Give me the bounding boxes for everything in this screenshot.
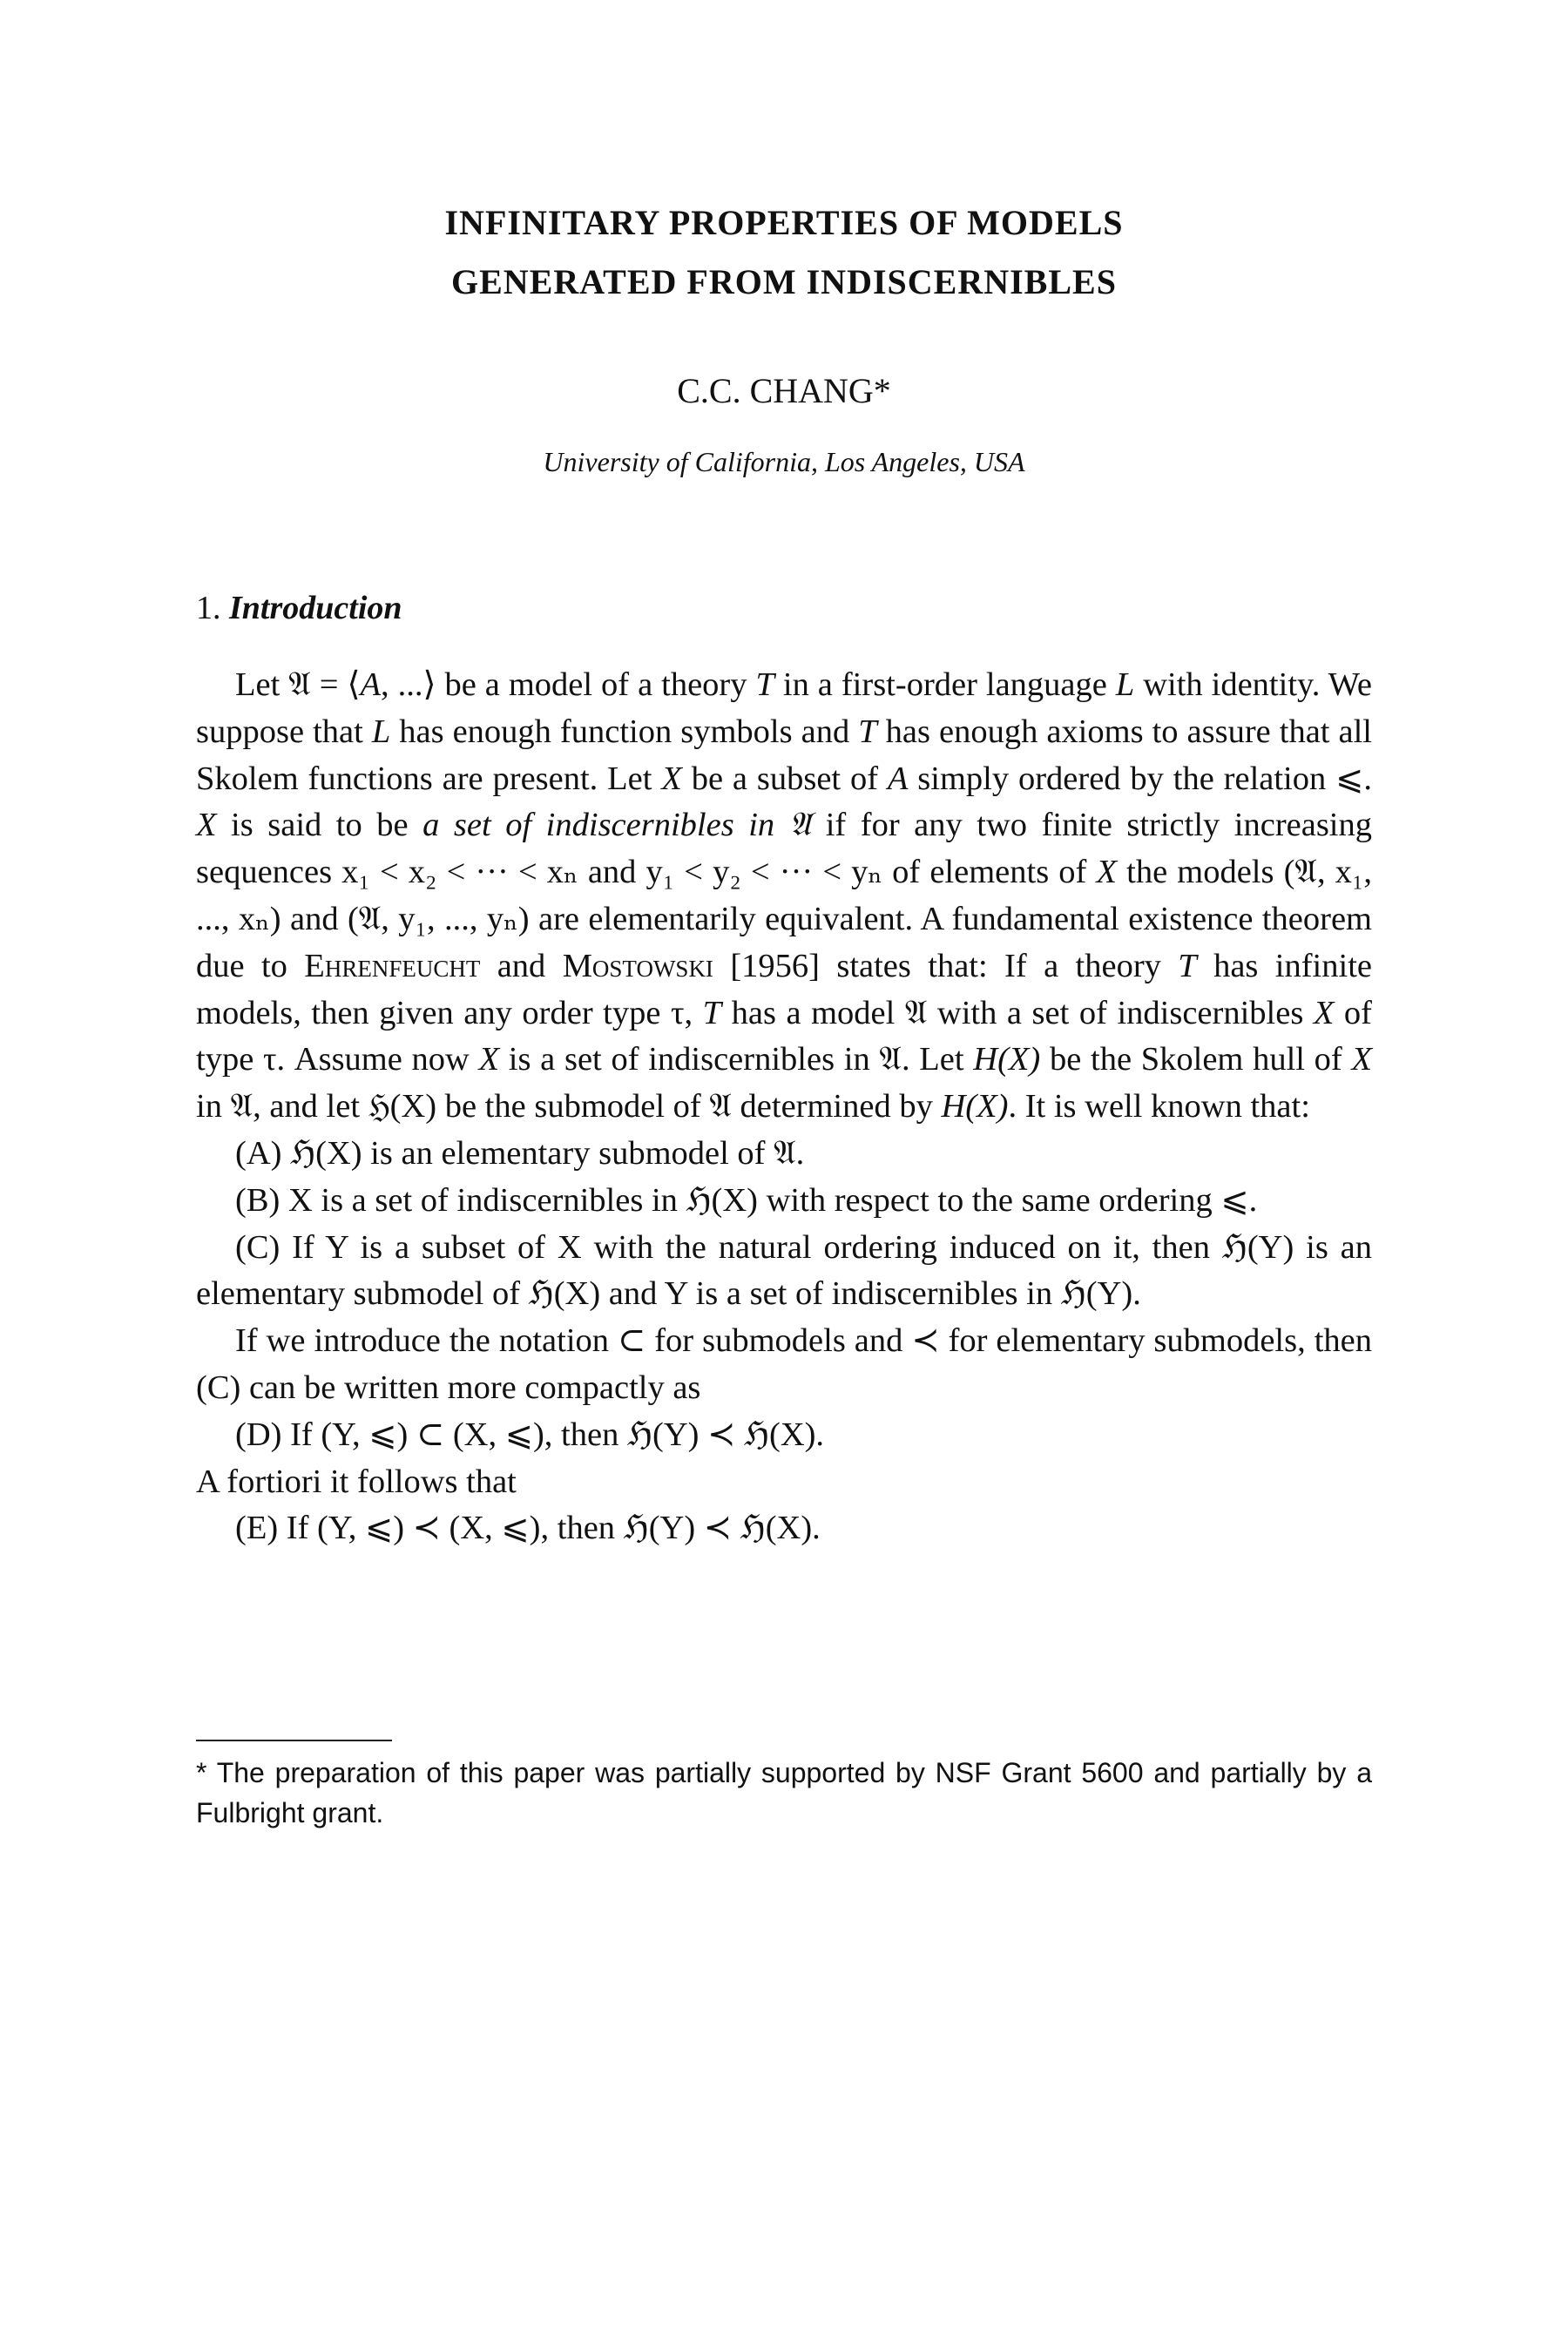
main-text	[196, 662, 1372, 1552]
author-name: C.C. CHANG*	[677, 371, 891, 410]
citation-mostowski: Mostowski	[562, 947, 713, 984]
intro-paragraph: Let 𝔄 = ⟨A, ...⟩ be a model of a theory T in a first-order language L with identity. We suppose that L has enough function symbols and T has enough axioms to assure that all Skolem functions are present. Let X be a subset of A simply ordered by the relation ⩽. X is said to be a set of indiscernibles in 𝔄 if for any two finite strictly increasing sequences x₁ < x₂ < ··· < xₙ and y₁ < y₂ < ··· < yₙ of elements of X the models (𝔄, x₁, ..., xₙ) and (𝔄, y₁, ..., yₙ) are elementarily equivalent. A fundamental existence theorem due to Ehrenfeucht and Mostowski [1956] states that: If a theory T has infinite models, then given any order type τ, T has a model 𝔄 with a set of indiscernibles X of type τ. Assume now X is a set of indiscernibles in 𝔄. Let H(X) be the Skolem hull of X in 𝔄, and let ℌ(X) be the submodel of 𝔄 determined by H(X). It is well known that:	[196, 666, 1373, 1125]
statement-b: (B) X is a set of indiscernibles in ℌ(X) with respect to the same ordering ⩽.	[235, 1181, 1258, 1219]
paper-title-line2: GENERATED FROM INDISCERNIBLES	[451, 262, 1117, 301]
paper-title-line1: INFINITARY PROPERTIES OF MODELS	[444, 203, 1124, 242]
statement-e: (E) If (Y, ⩽) ≺ (X, ⩽), then ℌ(Y) ≺ ℌ(X).	[235, 1510, 821, 1547]
notation-paragraph: If we introduce the notation ⊂ for submodels and ≺ for elementary submodels, then (C) can be written more compactly as	[196, 1322, 1372, 1406]
statement-d: (D) If (Y, ⩽) ⊂ (X, ⩽), then ℌ(Y) ≺ ℌ(X).	[235, 1416, 825, 1453]
section-title: Introduction	[229, 590, 402, 626]
citation-ehrenfeucht: Ehrenfeucht	[304, 947, 481, 984]
footnote: * The preparation of this paper was partially supported by NSF Grant 5600 and partially by a Fulbright grant.	[196, 1757, 1372, 1828]
statement-c: (C) If Y is a subset of X with the natural ordering induced on it, then ℌ(Y) is an elementary submodel of ℌ(X) and Y is a set of indiscernibles in ℌ(Y).	[196, 1228, 1372, 1313]
section-number: 1.	[196, 590, 221, 626]
section-heading	[196, 589, 402, 627]
fortiori-paragraph: A fortiori it follows that	[196, 1463, 517, 1500]
statement-a: (A) ℌ(X) is an elementary submodel of 𝔄.	[235, 1134, 805, 1172]
footnote-rule	[196, 1740, 392, 1741]
author-affiliation: University of California, Los Angeles, USA	[543, 446, 1025, 477]
